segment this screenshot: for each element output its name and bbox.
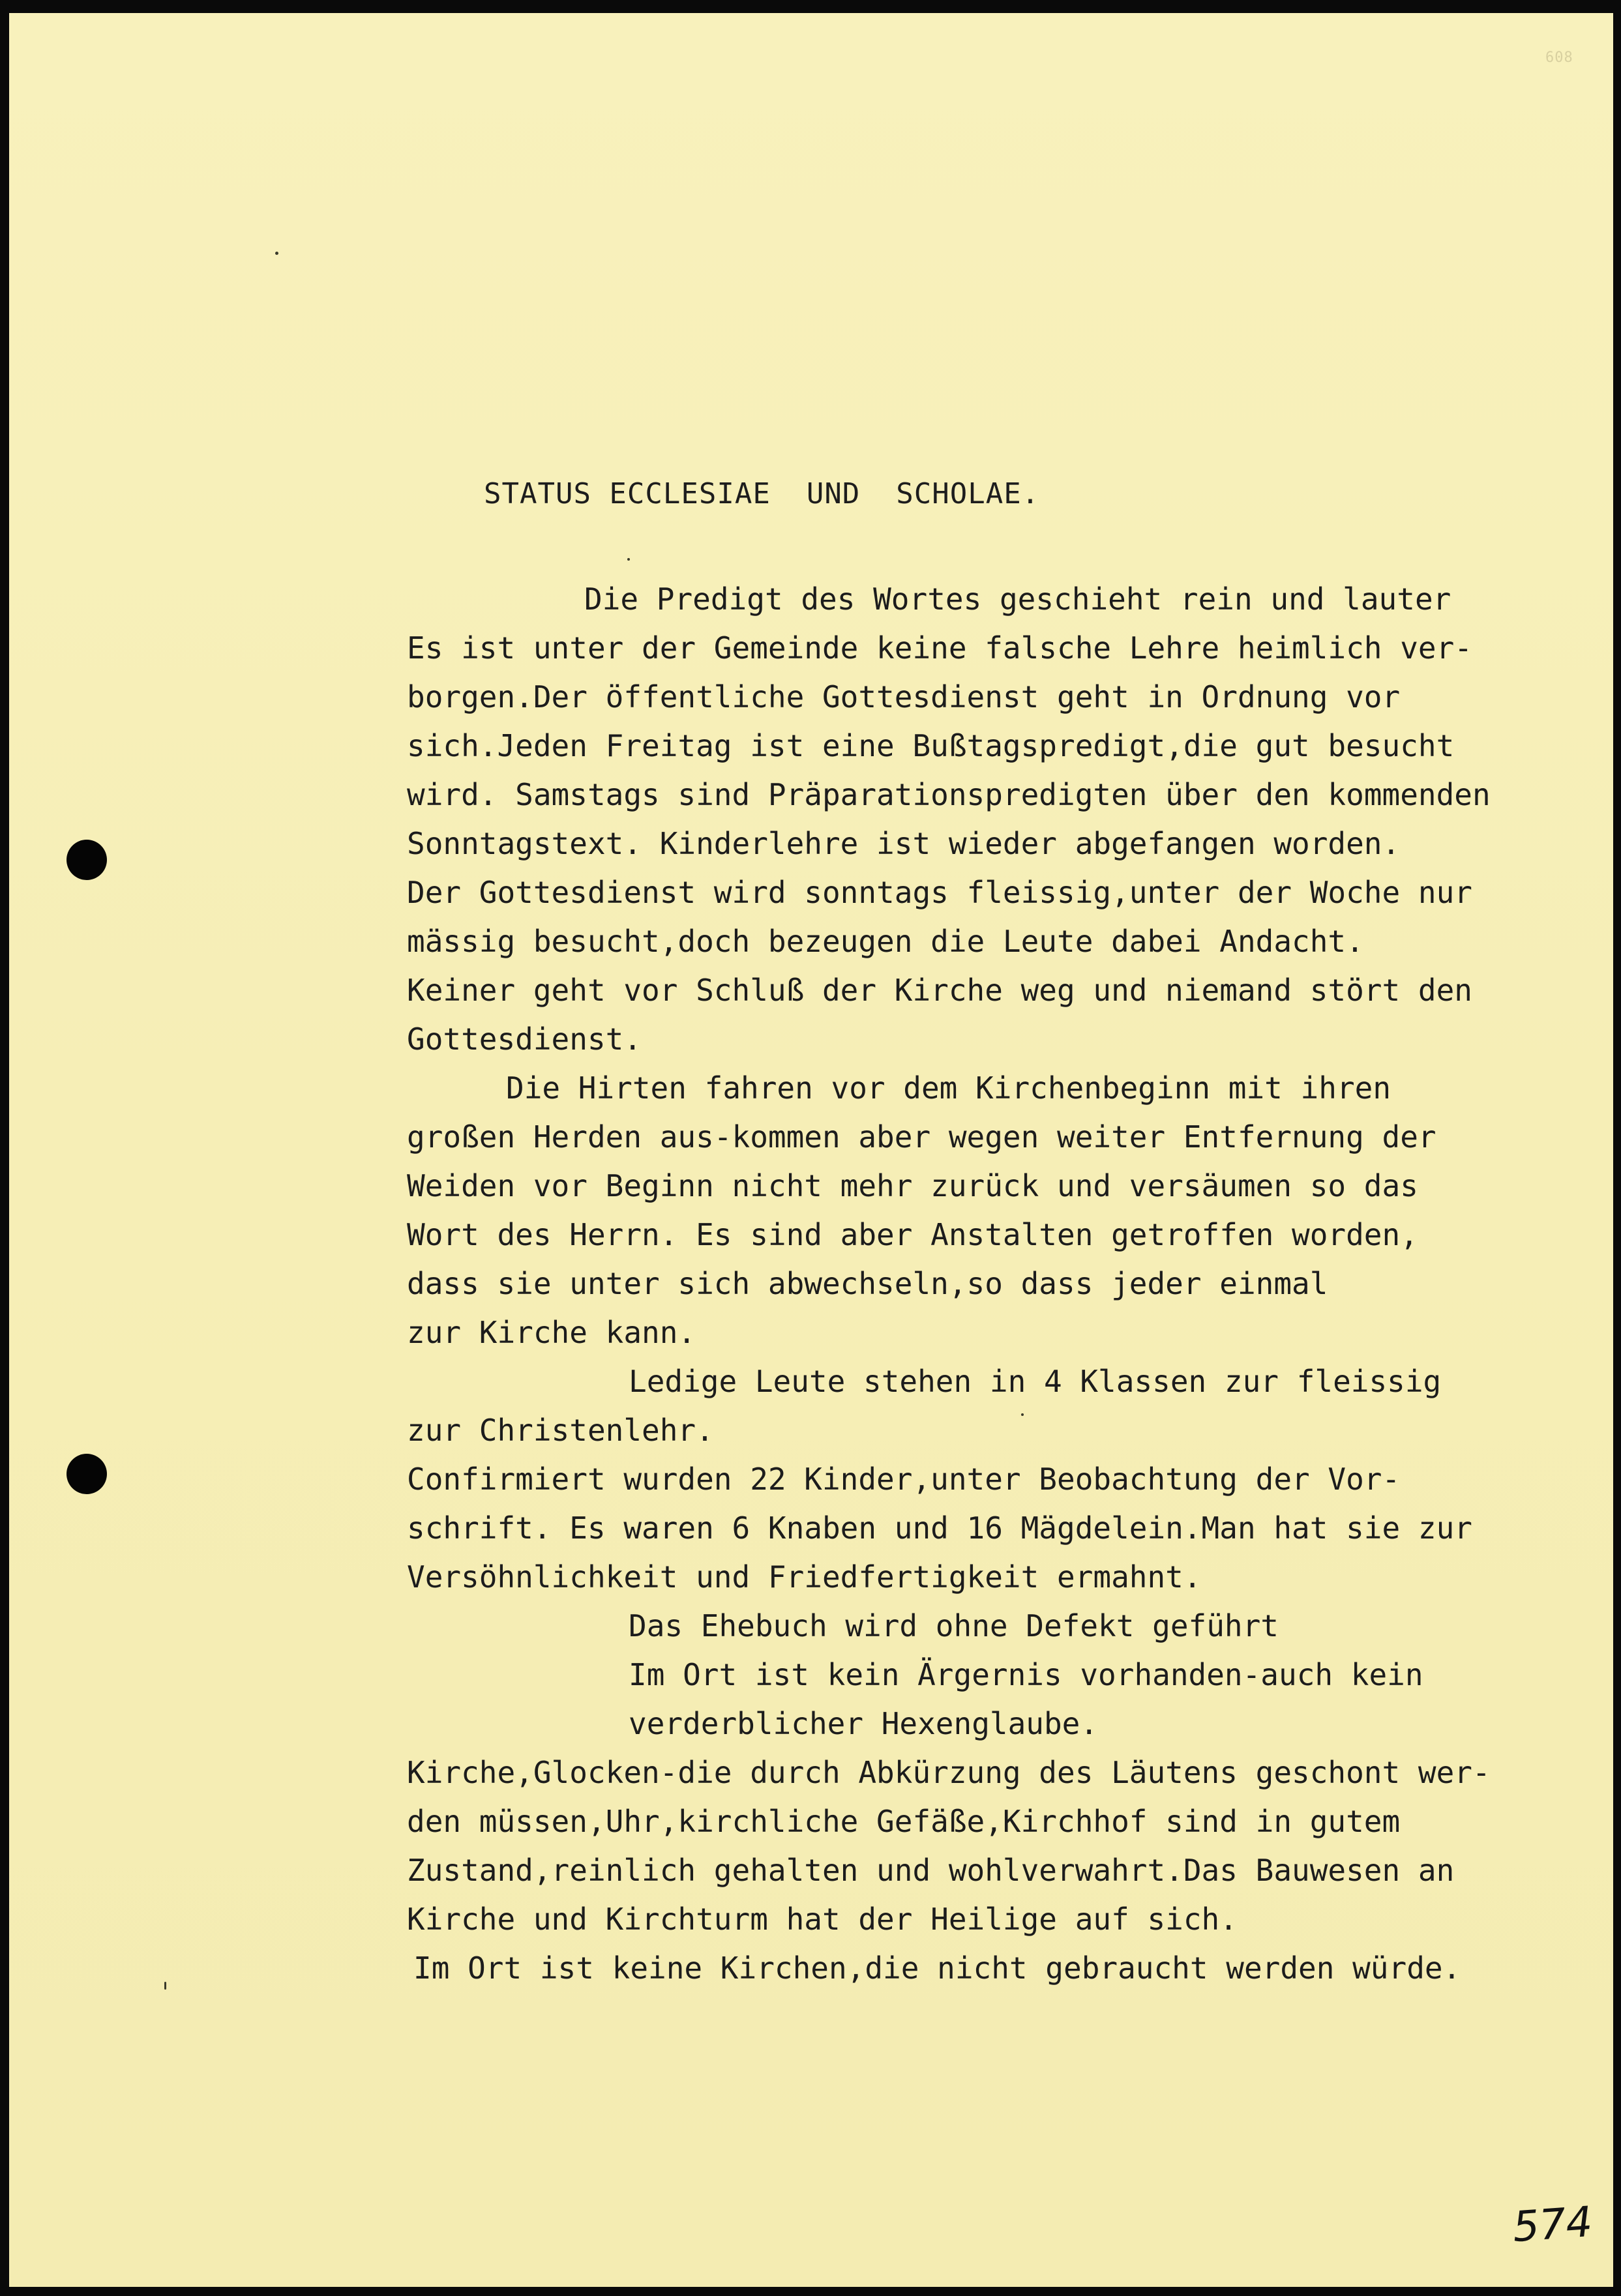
handwritten-page-number: 574	[1511, 2198, 1594, 2252]
paper-speck	[1021, 1413, 1024, 1416]
text-line: mässig besucht,doch bezeugen die Leute dabei Andacht.	[407, 924, 1364, 959]
text-line: sich.Jeden Freitag ist eine Bußtagspredigt,die gut besucht	[407, 728, 1455, 763]
text-line: Im Ort ist kein Ärgernis vorhanden-auch kein	[629, 1657, 1423, 1692]
text-line: Kirche und Kirchturm hat der Heilige auf sich.	[407, 1902, 1238, 1937]
text-line: wird. Samstags sind Präparationspredigten über den kommenden	[407, 777, 1491, 812]
text-line: dass sie unter sich abwechseln,so dass jeder einmal	[407, 1266, 1328, 1301]
document-page	[9, 13, 1613, 2287]
text-line: Confirmiert wurden 22 Kinder,unter Beobachtung der Vor-	[407, 1462, 1401, 1497]
punch-hole-top	[67, 840, 107, 880]
text-line: Versöhnlichkeit und Friedfertigkeit ermahnt.	[407, 1559, 1202, 1595]
text-line: schrift. Es waren 6 Knaben und 16 Mägdelein.Man hat sie zur	[407, 1510, 1472, 1546]
paper-speck	[275, 252, 278, 255]
text-line: Das Ehebuch wird ohne Defekt geführt	[629, 1608, 1279, 1643]
text-line: verderblicher Hexenglaube.	[629, 1706, 1099, 1741]
text-line: Ledige Leute stehen in 4 Klassen zur fleissig	[629, 1364, 1442, 1399]
text-line: Im Ort ist keine Kirchen,die nicht gebraucht werden würde.	[413, 1950, 1461, 1986]
text-line: großen Herden aus-kommen aber wegen weiter Entfernung der	[407, 1119, 1436, 1155]
archive-mark: 608	[1545, 50, 1573, 66]
text-line: borgen.Der öffentliche Gottesdienst geht in Ordnung vor	[407, 679, 1401, 714]
text-line: Es ist unter der Gemeinde keine falsche Lehre heimlich ver-	[407, 630, 1472, 666]
text-line: Die Hirten fahren vor dem Kirchenbeginn mit ihren	[506, 1070, 1391, 1106]
text-line: Wort des Herrn. Es sind aber Anstalten getroffen worden,	[407, 1217, 1418, 1252]
text-line: Keiner geht vor Schluß der Kirche weg und niemand stört den	[407, 973, 1472, 1008]
text-line: den müssen,Uhr,kirchliche Gefäße,Kirchhof sind in gutem	[407, 1804, 1401, 1839]
text-line: Kirche,Glocken-die durch Abkürzung des Läutens geschont wer-	[407, 1755, 1491, 1790]
text-line: Sonntagstext. Kinderlehre ist wieder abgefangen worden.	[407, 826, 1401, 861]
text-line: zur Kirche kann.	[407, 1315, 696, 1350]
text-line: Weiden vor Beginn nicht mehr zurück und versäumen so das	[407, 1168, 1418, 1203]
text-line: Gottesdienst.	[407, 1022, 642, 1057]
document-title: STATUS ECCLESIAE UND SCHOLAE.	[484, 477, 1040, 510]
paper-speck	[164, 1982, 166, 1990]
text-line: Der Gottesdienst wird sonntags fleissig,unter der Woche nur	[407, 875, 1472, 910]
punch-hole-bottom	[67, 1454, 107, 1494]
text-line: Zustand,reinlich gehalten und wohlverwahrt.Das Bauwesen an	[407, 1853, 1455, 1888]
text-line: Die Predigt des Wortes geschieht rein und lauter	[584, 581, 1451, 617]
paper-speck	[627, 558, 630, 561]
text-line: zur Christenlehr.	[407, 1413, 714, 1448]
